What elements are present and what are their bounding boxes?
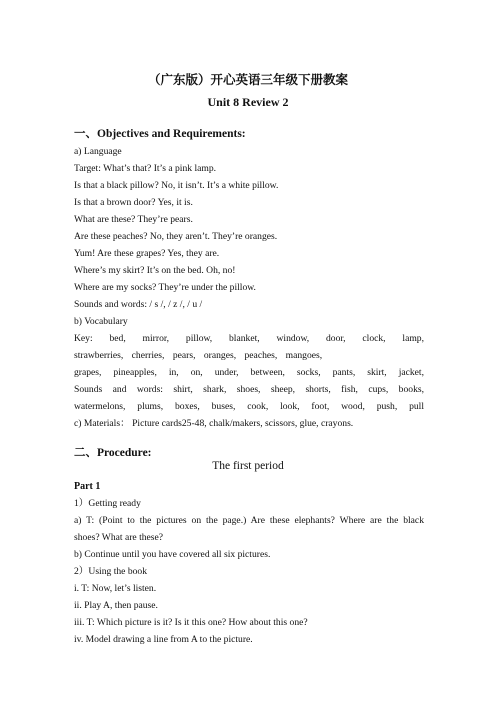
vocab-line: watermelons, plums, boxes, buses, cook, look, foot, wood, push, pull [74, 401, 424, 412]
text-line: Is that a brown door? Yes, it is. [74, 197, 193, 208]
text-line: Target: What’s that? It’s a pink lamp. [74, 163, 217, 174]
text-line: Where are my socks? They’re under the pillow. [74, 282, 256, 293]
text-line: Sounds and words: / s /, / z /, / u / [74, 299, 203, 310]
period-title: The first period [212, 460, 284, 472]
text-line: a) T: (Point to the pictures on the page.) Are these elephants? Where are the black [74, 515, 424, 526]
section-heading-objectives: 一、Objectives and Requirements: [74, 128, 246, 140]
materials-line: c) Materials： Picture cards25-48, chalk/makers, scissors, glue, crayons. [74, 418, 354, 429]
section-heading-procedure: 二、Procedure: [74, 447, 152, 459]
text-line: Are these peaches? No, they aren’t. They’re oranges. [74, 231, 278, 242]
part-heading: Part 1 [74, 481, 101, 492]
text-line: ii. Play A, then pause. [74, 600, 158, 611]
text-line: Yum! Are these grapes? Yes, they are. [74, 248, 220, 259]
text-line: shoes? What are these? [74, 532, 164, 543]
text-line: i. T: Now, let’s listen. [74, 583, 157, 594]
vocab-line: grapes, pineapples, in, on, under, between, socks, pants, skirt, jacket, [74, 367, 424, 378]
text-line: iv. Model drawing a line from A to the picture. [74, 634, 253, 645]
text-line: Is that a black pillow? No, it isn’t. It’s a white pillow. [74, 180, 279, 191]
text-line: What are these? They’re pears. [74, 214, 193, 225]
text-line: a) Language [74, 146, 122, 157]
text-line: 2）Using the book [74, 566, 148, 577]
vocab-line: Sounds and words: shirt, shark, shoes, sheep, shorts, fish, cups, books, [74, 384, 424, 395]
text-line: b) Vocabulary [74, 316, 128, 327]
vocab-line: Key: bed, mirror, pillow, blanket, window, door, clock, lamp, [74, 333, 424, 344]
vocab-line: strawberries, cherries, pears, oranges, peaches, mangoes, [74, 350, 323, 361]
text-line: 1）Getting ready [74, 498, 141, 509]
text-line: Where’s my skirt? It’s on the bed. Oh, no! [74, 265, 236, 276]
document-subtitle: Unit 8 Review 2 [207, 95, 289, 109]
text-line: b) Continue until you have covered all six pictures. [74, 549, 271, 560]
text-line: iii. T: Which picture is it? Is it this one? How about this one? [74, 617, 308, 628]
document-title: （广东版）开心英语三年级下册教案 [147, 73, 348, 87]
